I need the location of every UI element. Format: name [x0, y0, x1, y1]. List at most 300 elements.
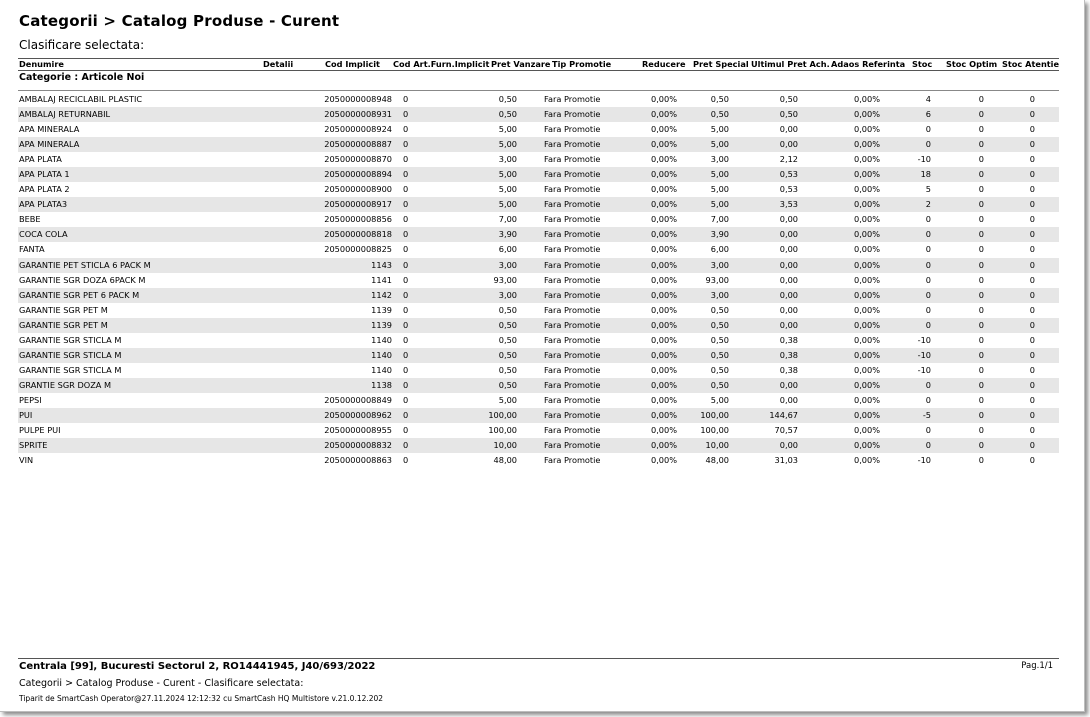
cell-reducere: 0,00% [650, 259, 677, 270]
table-row [18, 408, 1059, 423]
cell-stoc: 0 [925, 229, 931, 240]
cell-pret-vanzare: 0,50 [498, 349, 517, 360]
cell-ultimul-pret: 0,00 [779, 139, 798, 150]
report-subtitle: Clasificare selectata: [19, 38, 145, 52]
cell-pret-vanzare: 6,00 [498, 244, 517, 255]
cell-tip-promotie: Fara Promotie [544, 184, 601, 195]
table-row [18, 92, 1059, 107]
cell-stoc-optim: 0 [978, 379, 984, 390]
cell-cod-implicit: 2050000008818 [324, 229, 392, 240]
cell-stoc-atentie: 0 [1029, 244, 1035, 255]
cell-cod-furnizor: 0 [403, 109, 409, 120]
cell-adaos: 0,00% [853, 109, 880, 120]
cell-pret-vanzare: 5,00 [498, 124, 517, 135]
col-header-stoc: Stoc [912, 59, 933, 69]
cell-ultimul-pret: 0,00 [779, 394, 798, 405]
cell-cod-implicit: 2050000008955 [324, 425, 392, 436]
cell-stoc-optim: 0 [978, 289, 984, 300]
cell-ultimul-pret: 0,00 [779, 289, 798, 300]
cell-stoc: 5 [925, 184, 931, 195]
cell-pret-vanzare: 0,50 [498, 109, 517, 120]
col-header-cod-implicit: Cod Implicit [325, 59, 380, 69]
cell-stoc-optim: 0 [978, 425, 984, 436]
cell-pret-vanzare: 5,00 [498, 169, 517, 180]
cell-pret-special: 3,00 [710, 289, 729, 300]
cell-cod-implicit: 2050000008948 [324, 94, 392, 104]
table-row [18, 348, 1059, 363]
cell-cod-furnizor: 0 [403, 229, 409, 240]
cell-stoc: 0 [925, 394, 931, 405]
table-row [18, 227, 1059, 242]
cell-denumire: SPRITE [19, 440, 48, 451]
cell-stoc: -10 [917, 334, 931, 345]
cell-pret-special: 5,00 [710, 199, 729, 210]
cell-denumire: GARANTIE SGR PET M [19, 319, 108, 330]
cell-reducere: 0,00% [650, 379, 677, 390]
cell-reducere: 0,00% [650, 394, 677, 405]
cell-pret-vanzare: 100,00 [488, 425, 517, 436]
col-header-pret-special: Pret Special [693, 59, 749, 69]
cell-stoc-atentie: 0 [1029, 440, 1035, 451]
table-row [18, 303, 1059, 318]
cell-tip-promotie: Fara Promotie [544, 94, 601, 104]
col-header-tip-promotie: Tip Promotie [552, 59, 612, 69]
cell-pret-special: 48,00 [705, 455, 729, 466]
cell-stoc-optim: 0 [978, 109, 984, 120]
cell-cod-implicit: 2050000008849 [324, 394, 392, 405]
cell-pret-special: 0,50 [710, 109, 729, 120]
cell-cod-furnizor: 0 [403, 334, 409, 345]
cell-pret-special: 100,00 [700, 409, 729, 420]
cell-stoc-optim: 0 [978, 394, 984, 405]
cell-reducere: 0,00% [650, 364, 677, 375]
cell-cod-implicit: 2050000008887 [324, 139, 392, 150]
cell-cod-furnizor: 0 [403, 124, 409, 135]
cell-cod-implicit: 1138 [371, 379, 392, 390]
cell-pret-vanzare: 7,00 [498, 214, 517, 225]
cell-stoc: -10 [917, 364, 931, 375]
cell-stoc-optim: 0 [978, 334, 984, 345]
table-row [18, 438, 1059, 453]
cell-reducere: 0,00% [650, 139, 677, 150]
cell-reducere: 0,00% [650, 169, 677, 180]
cell-ultimul-pret: 0,50 [779, 94, 798, 104]
table-row [18, 242, 1059, 257]
cell-tip-promotie: Fara Promotie [544, 259, 601, 270]
cell-denumire: GARANTIE SGR DOZA 6PACK M [19, 274, 146, 285]
cell-ultimul-pret: 0,00 [779, 440, 798, 451]
cell-cod-furnizor: 0 [403, 289, 409, 300]
cell-stoc-optim: 0 [978, 319, 984, 330]
cell-stoc-atentie: 0 [1029, 154, 1035, 165]
cell-ultimul-pret: 0,38 [779, 364, 798, 375]
cell-stoc: 0 [925, 304, 931, 315]
cell-cod-furnizor: 0 [403, 139, 409, 150]
cell-reducere: 0,00% [650, 124, 677, 135]
cell-cod-furnizor: 0 [403, 440, 409, 451]
cell-stoc: 0 [925, 214, 931, 225]
cell-denumire: PEPSI [19, 394, 42, 405]
cell-reducere: 0,00% [650, 425, 677, 436]
cell-denumire: GARANTIE SGR STICLA M [19, 334, 122, 345]
cell-stoc-optim: 0 [978, 440, 984, 451]
cell-denumire: APA PLATA3 [19, 199, 68, 210]
cell-adaos: 0,00% [853, 229, 880, 240]
cell-cod-implicit: 1139 [371, 304, 392, 315]
cell-stoc-atentie: 0 [1029, 274, 1035, 285]
cell-stoc-atentie: 0 [1029, 169, 1035, 180]
cell-denumire: PUI [19, 409, 33, 420]
cell-pret-special: 7,00 [710, 214, 729, 225]
cell-cod-implicit: 1140 [371, 349, 392, 360]
cell-stoc-optim: 0 [978, 455, 984, 466]
footer-company: Centrala [99], Bucuresti Sectorul 2, RO14441945, J40/693/2022 [19, 661, 376, 672]
cell-tip-promotie: Fara Promotie [544, 409, 601, 420]
col-header-denumire: Denumire [19, 59, 64, 69]
table-row [18, 152, 1059, 167]
cell-tip-promotie: Fara Promotie [544, 169, 601, 180]
cell-stoc-optim: 0 [978, 349, 984, 360]
cell-denumire: GARANTIE SGR PET 6 PACK M [19, 289, 140, 300]
cell-adaos: 0,00% [853, 425, 880, 436]
cell-cod-furnizor: 0 [403, 349, 409, 360]
cell-tip-promotie: Fara Promotie [544, 425, 601, 436]
cell-adaos: 0,00% [853, 184, 880, 195]
cell-reducere: 0,00% [650, 440, 677, 451]
cell-stoc-optim: 0 [978, 184, 984, 195]
cell-denumire: AMBALAJ RETURNABIL [19, 109, 111, 120]
cell-tip-promotie: Fara Promotie [544, 364, 601, 375]
table-row [18, 423, 1059, 438]
cell-denumire: GARANTIE SGR STICLA M [19, 364, 122, 375]
table-row [18, 197, 1059, 212]
cell-stoc: 0 [925, 319, 931, 330]
cell-cod-furnizor: 0 [403, 394, 409, 405]
cell-stoc-optim: 0 [978, 304, 984, 315]
cell-ultimul-pret: 0,00 [779, 304, 798, 315]
cell-stoc-optim: 0 [978, 274, 984, 285]
cell-stoc: 0 [925, 259, 931, 270]
cell-tip-promotie: Fara Promotie [544, 440, 601, 451]
cell-tip-promotie: Fara Promotie [544, 289, 601, 300]
cell-stoc: 0 [925, 440, 931, 451]
col-header-reducere: Reducere [642, 59, 686, 69]
cell-stoc: -5 [922, 409, 931, 420]
cell-tip-promotie: Fara Promotie [544, 229, 601, 240]
cell-denumire: VIN [19, 455, 34, 466]
cell-ultimul-pret: 2,12 [779, 154, 798, 165]
cell-pret-vanzare: 48,00 [493, 455, 517, 466]
cell-stoc-atentie: 0 [1029, 289, 1035, 300]
cell-pret-special: 5,00 [710, 139, 729, 150]
category-heading: Categorie : Articole Noi [19, 72, 145, 83]
cell-adaos: 0,00% [853, 274, 880, 285]
cell-pret-vanzare: 3,00 [498, 154, 517, 165]
cell-stoc: -10 [917, 154, 931, 165]
cell-cod-implicit: 1143 [371, 259, 392, 270]
cell-adaos: 0,00% [853, 334, 880, 345]
cell-pret-special: 0,50 [710, 379, 729, 390]
cell-ultimul-pret: 0,53 [779, 169, 798, 180]
cell-denumire: APA PLATA 1 [19, 169, 70, 180]
cell-adaos: 0,00% [853, 289, 880, 300]
cell-stoc: 6 [925, 109, 931, 120]
table-row [18, 212, 1059, 227]
cell-stoc-atentie: 0 [1029, 394, 1035, 405]
cell-stoc-atentie: 0 [1029, 124, 1035, 135]
cell-pret-special: 100,00 [700, 425, 729, 436]
cell-adaos: 0,00% [853, 304, 880, 315]
cell-reducere: 0,00% [650, 184, 677, 195]
cell-denumire: GARANTIE SGR STICLA M [19, 349, 122, 360]
cell-ultimul-pret: 31,03 [774, 455, 798, 466]
cell-tip-promotie: Fara Promotie [544, 379, 601, 390]
cell-cod-implicit: 1140 [371, 334, 392, 345]
cell-denumire: FANTA [19, 244, 45, 255]
cell-stoc: 0 [925, 274, 931, 285]
cell-adaos: 0,00% [853, 409, 880, 420]
cell-reducere: 0,00% [650, 455, 677, 466]
cell-pret-vanzare: 10,00 [493, 440, 517, 451]
cell-pret-vanzare: 5,00 [498, 394, 517, 405]
cell-cod-implicit: 2050000008931 [324, 109, 392, 120]
category-rule [18, 90, 1059, 91]
cell-adaos: 0,00% [853, 214, 880, 225]
cell-pret-vanzare: 5,00 [498, 184, 517, 195]
cell-stoc-atentie: 0 [1029, 184, 1035, 195]
cell-adaos: 0,00% [853, 394, 880, 405]
cell-pret-vanzare: 100,00 [488, 409, 517, 420]
table-row [18, 107, 1059, 122]
cell-pret-vanzare: 3,00 [498, 289, 517, 300]
cell-adaos: 0,00% [853, 244, 880, 255]
cell-pret-vanzare: 0,50 [498, 319, 517, 330]
table-row [18, 273, 1059, 288]
table-row [18, 393, 1059, 408]
cell-tip-promotie: Fara Promotie [544, 109, 601, 120]
cell-cod-implicit: 1140 [371, 364, 392, 375]
cell-adaos: 0,00% [853, 94, 880, 104]
cell-stoc-atentie: 0 [1029, 94, 1035, 104]
cell-cod-implicit: 2050000008856 [324, 214, 392, 225]
cell-cod-implicit: 2050000008917 [324, 199, 392, 210]
cell-stoc-atentie: 0 [1029, 259, 1035, 270]
cell-stoc: 0 [925, 244, 931, 255]
cell-reducere: 0,00% [650, 289, 677, 300]
footer-page-number: Pag.1/1 [1021, 661, 1053, 671]
cell-denumire: GARANTIE SGR PET M [19, 304, 108, 315]
table-row [18, 258, 1059, 273]
cell-pret-special: 0,50 [710, 349, 729, 360]
cell-cod-furnizor: 0 [403, 425, 409, 436]
cell-stoc: 18 [920, 169, 931, 180]
cell-pret-special: 5,00 [710, 124, 729, 135]
header-bottom-rule [18, 70, 1059, 71]
cell-pret-special: 3,00 [710, 259, 729, 270]
cell-cod-implicit: 2050000008863 [324, 455, 392, 466]
cell-cod-implicit: 2050000008924 [324, 124, 392, 135]
cell-pret-special: 0,50 [710, 364, 729, 375]
cell-pret-vanzare: 0,50 [498, 379, 517, 390]
cell-reducere: 0,00% [650, 229, 677, 240]
cell-reducere: 0,00% [650, 244, 677, 255]
cell-stoc: 4 [925, 94, 931, 104]
col-header-stoc-optim: Stoc Optim [946, 59, 998, 69]
cell-pret-vanzare: 3,90 [498, 229, 517, 240]
cell-ultimul-pret: 0,00 [779, 229, 798, 240]
table-row [18, 318, 1059, 333]
cell-stoc-optim: 0 [978, 199, 984, 210]
cell-adaos: 0,00% [853, 440, 880, 451]
cell-ultimul-pret: 0,00 [779, 319, 798, 330]
cell-reducere: 0,00% [650, 199, 677, 210]
cell-stoc: -10 [917, 349, 931, 360]
col-header-cod-furnizor: Cod Art.Furn.Implicit [393, 59, 490, 69]
cell-denumire: BEBE [19, 214, 41, 225]
cell-pret-vanzare: 93,00 [493, 274, 517, 285]
cell-adaos: 0,00% [853, 349, 880, 360]
table-row [18, 378, 1059, 393]
cell-stoc-optim: 0 [978, 124, 984, 135]
cell-stoc-atentie: 0 [1029, 199, 1035, 210]
cell-denumire: GARANTIE PET STICLA 6 PACK M [19, 259, 151, 270]
cell-adaos: 0,00% [853, 259, 880, 270]
cell-cod-furnizor: 0 [403, 455, 409, 466]
cell-ultimul-pret: 70,57 [774, 425, 798, 436]
cell-cod-furnizor: 0 [403, 379, 409, 390]
cell-reducere: 0,00% [650, 274, 677, 285]
cell-stoc-atentie: 0 [1029, 334, 1035, 345]
table-row [18, 137, 1059, 152]
cell-ultimul-pret: 3,53 [779, 199, 798, 210]
cell-pret-vanzare: 0,50 [498, 304, 517, 315]
cell-adaos: 0,00% [853, 319, 880, 330]
cell-ultimul-pret: 0,53 [779, 184, 798, 195]
cell-ultimul-pret: 144,67 [769, 409, 798, 420]
cell-pret-special: 10,00 [705, 440, 729, 451]
cell-cod-implicit: 2050000008894 [324, 169, 392, 180]
col-header-stoc-atentie: Stoc Atentie [1002, 59, 1060, 69]
cell-pret-vanzare: 0,50 [498, 364, 517, 375]
cell-stoc-optim: 0 [978, 364, 984, 375]
cell-pret-special: 0,50 [710, 319, 729, 330]
cell-tip-promotie: Fara Promotie [544, 214, 601, 225]
cell-cod-implicit: 2050000008825 [324, 244, 392, 255]
product-table [18, 92, 1059, 468]
cell-adaos: 0,00% [853, 124, 880, 135]
cell-tip-promotie: Fara Promotie [544, 349, 601, 360]
table-row [18, 363, 1059, 378]
cell-reducere: 0,00% [650, 409, 677, 420]
cell-stoc-atentie: 0 [1029, 425, 1035, 436]
cell-ultimul-pret: 0,00 [779, 244, 798, 255]
cell-stoc: 0 [925, 289, 931, 300]
cell-cod-implicit: 1141 [371, 274, 392, 285]
cell-pret-vanzare: 3,00 [498, 259, 517, 270]
cell-stoc-optim: 0 [978, 94, 984, 104]
report-title: Categorii > Catalog Produse - Curent [19, 12, 340, 30]
cell-stoc-atentie: 0 [1029, 379, 1035, 390]
table-row [18, 453, 1059, 468]
cell-ultimul-pret: 0,00 [779, 214, 798, 225]
cell-stoc-atentie: 0 [1029, 139, 1035, 150]
cell-adaos: 0,00% [853, 455, 880, 466]
cell-reducere: 0,00% [650, 94, 677, 104]
cell-tip-promotie: Fara Promotie [544, 274, 601, 285]
cell-stoc-atentie: 0 [1029, 349, 1035, 360]
cell-pret-special: 0,50 [710, 304, 729, 315]
cell-reducere: 0,00% [650, 319, 677, 330]
cell-cod-furnizor: 0 [403, 214, 409, 225]
cell-stoc-optim: 0 [978, 409, 984, 420]
cell-ultimul-pret: 0,00 [779, 379, 798, 390]
cell-reducere: 0,00% [650, 334, 677, 345]
cell-cod-furnizor: 0 [403, 154, 409, 165]
cell-cod-furnizor: 0 [403, 169, 409, 180]
table-row [18, 122, 1059, 137]
cell-pret-vanzare: 0,50 [498, 334, 517, 345]
cell-pret-special: 5,00 [710, 184, 729, 195]
cell-stoc-atentie: 0 [1029, 455, 1035, 466]
cell-adaos: 0,00% [853, 199, 880, 210]
cell-denumire: COCA COLA [19, 229, 68, 240]
cell-denumire: PULPE PUI [19, 425, 61, 436]
cell-ultimul-pret: 0,00 [779, 124, 798, 135]
cell-pret-special: 3,90 [710, 229, 729, 240]
cell-cod-implicit: 2050000008870 [324, 154, 392, 165]
col-header-pret-vanzare: Pret Vanzare [491, 59, 551, 69]
cell-stoc: 2 [925, 199, 931, 210]
cell-denumire: APA PLATA 2 [19, 184, 70, 195]
col-header-ultimul-pret: Ultimul Pret Ach. [751, 59, 830, 69]
table-row [18, 182, 1059, 197]
cell-reducere: 0,00% [650, 214, 677, 225]
cell-tip-promotie: Fara Promotie [544, 154, 601, 165]
cell-stoc-optim: 0 [978, 229, 984, 240]
cell-stoc: 0 [925, 139, 931, 150]
cell-tip-promotie: Fara Promotie [544, 394, 601, 405]
cell-reducere: 0,00% [650, 349, 677, 360]
cell-denumire: APA MINERALA [19, 124, 80, 135]
cell-ultimul-pret: 0,50 [779, 109, 798, 120]
cell-tip-promotie: Fara Promotie [544, 455, 601, 466]
cell-denumire: GRANTIE SGR DOZA M [19, 379, 112, 390]
cell-tip-promotie: Fara Promotie [544, 139, 601, 150]
cell-cod-implicit: 1142 [371, 289, 392, 300]
cell-stoc-optim: 0 [978, 154, 984, 165]
cell-cod-implicit: 2050000008962 [324, 409, 392, 420]
cell-denumire: AMBALAJ RECICLABIL PLASTIC [19, 94, 143, 104]
cell-cod-furnizor: 0 [403, 364, 409, 375]
cell-denumire: APA PLATA [19, 154, 62, 165]
cell-stoc-atentie: 0 [1029, 319, 1035, 330]
cell-stoc-optim: 0 [978, 244, 984, 255]
cell-ultimul-pret: 0,00 [779, 259, 798, 270]
cell-stoc: 0 [925, 124, 931, 135]
cell-stoc-optim: 0 [978, 139, 984, 150]
cell-adaos: 0,00% [853, 364, 880, 375]
cell-stoc: -10 [917, 455, 931, 466]
col-header-detalii: Detalii [263, 59, 294, 69]
cell-reducere: 0,00% [650, 154, 677, 165]
cell-stoc-optim: 0 [978, 169, 984, 180]
cell-tip-promotie: Fara Promotie [544, 199, 601, 210]
cell-tip-promotie: Fara Promotie [544, 334, 601, 345]
footer-category-line: Categorii > Catalog Produse - Curent - Clasificare selectata: [19, 678, 304, 689]
cell-stoc-optim: 0 [978, 214, 984, 225]
cell-cod-furnizor: 0 [403, 244, 409, 255]
cell-pret-special: 5,00 [710, 169, 729, 180]
